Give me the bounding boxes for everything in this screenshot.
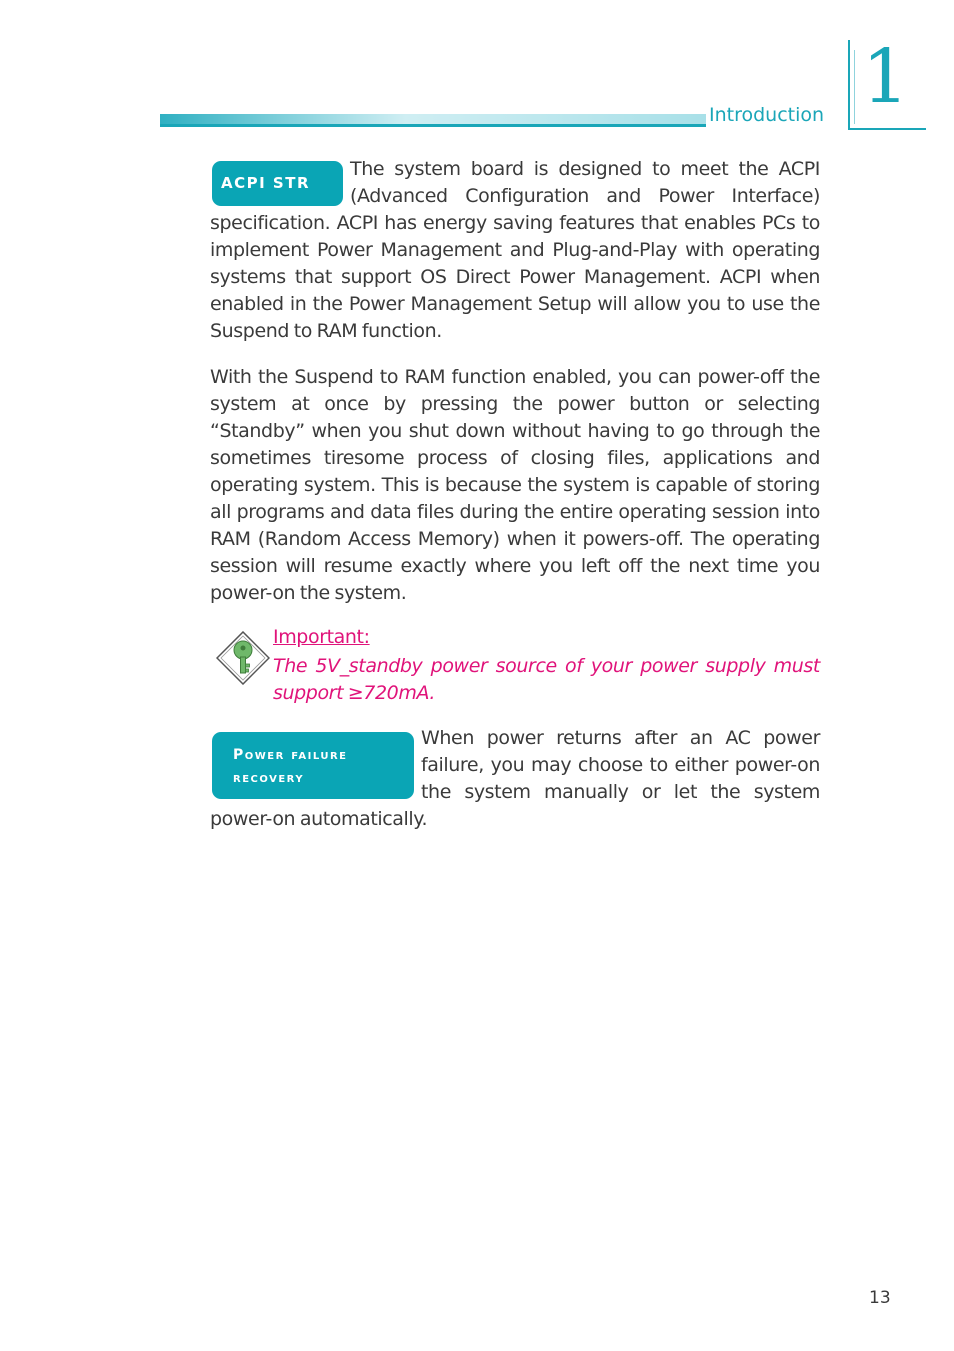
acpi-paragraph <box>210 156 820 345</box>
acpi-paragraph-text: The system board is designed to meet the ACPI (Advanced Configuration and Power Interface) specification. ACPI has energy saving features that enables PCs to implement Power Management and Plug-and-Play with operating systems that support OS Direct Power Management. ACPI when enabled in the Power Management Setup will allow you to use the Suspend to RAM function. <box>210 158 820 342</box>
power-failure-paragraph-text: When power returns after an AC power failure, you may choose to either power-on the system manually or let the system power-on automatically. <box>210 727 820 830</box>
important-title: Important: <box>273 626 370 648</box>
badge-spacer <box>210 725 421 806</box>
section-title: Introduction <box>709 104 825 126</box>
acpi-str-badge: ACPI STR <box>212 161 343 206</box>
badge-spacer <box>210 156 350 210</box>
key-icon <box>216 631 270 685</box>
power-failure-recovery-badge: Power failure recovery <box>212 732 414 799</box>
header-rule <box>160 114 706 124</box>
power-failure-paragraph <box>210 725 820 833</box>
chapter-number: 1 <box>862 34 910 120</box>
suspend-paragraph: With the Suspend to RAM function enabled, you can power-off the system at once by pressing the power button or selecting “Standby” when you shut down without having to go through the sometimes tiresome process of closing files, applications and operating system. This is because the system is capable of storing all programs and data files during the entire operating session into RAM (Random Access Memory) when it powers-off. The operating session will resume exactly where you left off the next time you power-on the system. <box>210 366 820 604</box>
important-text: The 5V_standby power source of your power supply must support ≥720mA. <box>273 655 820 704</box>
page-number: 13 <box>869 1288 891 1308</box>
